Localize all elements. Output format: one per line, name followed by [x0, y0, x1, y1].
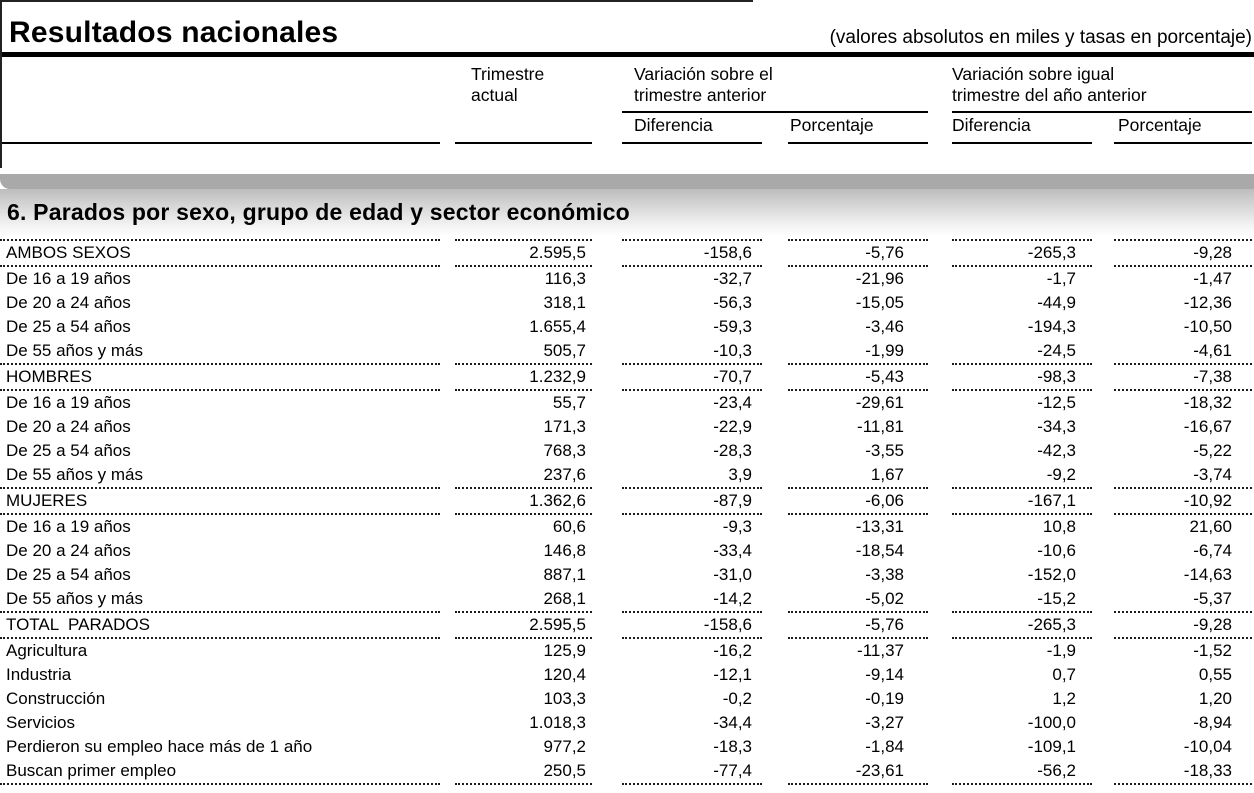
column-gap: [592, 539, 622, 563]
row-value-pct-prev-year: -7,38: [1114, 365, 1252, 391]
row-value-diff-prev-year: -1,9: [1046, 641, 1076, 660]
column-gap: [592, 587, 622, 611]
column-gap: [1092, 563, 1114, 587]
row-label: Perdieron su empleo hace más de 1 año: [6, 737, 313, 756]
page-title: Resultados nacionales: [9, 16, 339, 49]
column-header-subrow: [0, 113, 1254, 144]
row-value-diff-prev-quarter: 3,9: [622, 463, 762, 489]
column-gap: [762, 315, 788, 339]
column-gap: [928, 639, 952, 663]
row-label: Construcción: [6, 689, 106, 708]
table-row: [0, 239, 1254, 267]
row-label: TOTAL PARADOS: [0, 613, 440, 639]
row-value-current-quarter: 103,3: [543, 689, 586, 708]
column-gap: [1092, 639, 1114, 663]
row-value-pct-prev-quarter: -9,14: [865, 665, 904, 684]
column-gap: [592, 267, 622, 291]
column-gap: [440, 687, 455, 711]
column-gap: [762, 489, 788, 513]
row-label: De 25 a 54 años: [6, 441, 131, 460]
column-gap: [592, 663, 622, 687]
col-header-variation-prev-year: trimestre del año anterior: [952, 85, 1252, 113]
row-value-pct-prev-year: -18,32: [1183, 393, 1232, 412]
row-label: De 55 años y más: [0, 339, 440, 365]
row-value-pct-prev-year: -5,22: [1193, 441, 1232, 460]
row-value-pct-prev-year: -9,28: [1114, 239, 1252, 267]
row-value-current-quarter: 2.595,5: [455, 239, 592, 267]
column-gap: [440, 539, 455, 563]
title-row: [0, 0, 1254, 52]
row-label: De 16 a 19 años: [6, 393, 131, 412]
row-value-diff-prev-year: -152,0: [1027, 565, 1076, 584]
row-value-pct-prev-quarter: -29,61: [855, 393, 904, 412]
table-row: [0, 391, 1254, 415]
col-header-pct-prev-year: Porcentaje: [1114, 113, 1252, 144]
column-gap: [928, 687, 952, 711]
row-label: De 20 a 24 años: [6, 541, 131, 560]
column-gap: [1092, 759, 1114, 783]
row-value-diff-prev-year: -1,7: [1046, 269, 1076, 288]
row-value-diff-prev-quarter: -158,6: [622, 613, 762, 639]
row-value-diff-prev-year: -167,1: [952, 489, 1092, 515]
column-gap: [928, 291, 952, 315]
col-header-diff-prev-year: Diferencia: [952, 113, 1092, 144]
column-gap: [592, 439, 622, 463]
row-label: De 20 a 24 años: [6, 293, 131, 312]
row-value-diff-prev-quarter: -32,7: [713, 269, 752, 288]
table-row: [0, 291, 1254, 315]
row-value-pct-prev-year: -14,63: [1183, 565, 1232, 584]
column-gap: [1092, 587, 1114, 611]
column-gap: [762, 391, 788, 415]
table-row: [0, 315, 1254, 339]
row-value-pct-prev-year: -1,47: [1193, 269, 1232, 288]
row-label: AMBOS SEXOS: [0, 239, 440, 267]
row-value-diff-prev-year: -194,3: [1027, 317, 1076, 336]
column-header-line1: [0, 57, 1254, 85]
column-gap: [592, 613, 622, 637]
section-title: 6. Parados por sexo, grupo de edad y sector económico: [7, 199, 630, 225]
row-value-pct-prev-year: -18,33: [1114, 759, 1252, 785]
row-value-pct-prev-quarter: -5,43: [788, 365, 928, 391]
column-gap: [762, 563, 788, 587]
row-value-pct-prev-year: -3,74: [1114, 463, 1252, 489]
row-label: Servicios: [6, 713, 75, 732]
column-gap: [592, 759, 622, 783]
row-value-pct-prev-year: -4,61: [1114, 339, 1252, 365]
row-value-pct-prev-quarter: -18,54: [855, 541, 904, 560]
row-value-pct-prev-year: -9,28: [1114, 613, 1252, 639]
header-gap: [0, 144, 1254, 174]
row-value-diff-prev-year: -98,3: [952, 365, 1092, 391]
row-value-diff-prev-quarter: -9,3: [722, 517, 752, 536]
row-value-diff-prev-quarter: -77,4: [622, 759, 762, 785]
row-value-diff-prev-quarter: -10,3: [622, 339, 762, 365]
row-value-current-quarter: 977,2: [543, 737, 586, 756]
column-gap: [762, 735, 788, 759]
column-gap: [592, 391, 622, 415]
column-gap: [440, 463, 455, 487]
column-gap: [928, 415, 952, 439]
row-label: De 16 a 19 años: [6, 517, 131, 536]
column-gap: [928, 735, 952, 759]
row-value-diff-prev-quarter: -16,2: [713, 641, 752, 660]
column-gap: [928, 711, 952, 735]
col-header-variation-prev-year: Variación sobre igual: [952, 64, 1115, 84]
column-gap: [1092, 339, 1114, 363]
row-value-diff-prev-quarter: -12,1: [713, 665, 752, 684]
row-value-diff-prev-quarter: -33,4: [713, 541, 752, 560]
row-value-pct-prev-year: -10,92: [1114, 489, 1252, 515]
column-gap: [928, 587, 952, 611]
column-gap: [440, 759, 455, 783]
column-gap: [928, 239, 952, 263]
column-gap: [440, 639, 455, 663]
section-band: [0, 189, 1254, 236]
column-gap: [762, 439, 788, 463]
row-value-diff-prev-year: -34,3: [1037, 417, 1076, 436]
column-gap: [1092, 291, 1114, 315]
column-gap: [440, 515, 455, 539]
column-gap: [1092, 439, 1114, 463]
row-value-pct-prev-quarter: -21,96: [855, 269, 904, 288]
column-gap: [440, 663, 455, 687]
column-gap: [592, 735, 622, 759]
column-gap: [762, 515, 788, 539]
column-gap: [1092, 239, 1114, 263]
column-gap: [592, 315, 622, 339]
column-gap: [762, 267, 788, 291]
row-value-pct-prev-year: -10,04: [1183, 737, 1232, 756]
column-gap: [592, 463, 622, 487]
row-value-pct-prev-quarter: -5,02: [788, 587, 928, 613]
row-value-current-quarter: 1.362,6: [455, 489, 592, 515]
row-value-pct-prev-year: -12,36: [1183, 293, 1232, 312]
column-gap: [592, 711, 622, 735]
col-header-current-quarter: Trimestre: [471, 64, 545, 84]
row-label: De 20 a 24 años: [6, 417, 131, 436]
row-value-current-quarter: 55,7: [552, 393, 586, 412]
row-value-diff-prev-year: -12,5: [1037, 393, 1076, 412]
column-gap: [592, 515, 622, 539]
column-gap: [440, 415, 455, 439]
row-value-diff-prev-year: -24,5: [952, 339, 1092, 365]
column-gap: [762, 339, 788, 363]
row-value-pct-prev-quarter: -5,76: [788, 613, 928, 639]
row-value-diff-prev-year: -265,3: [952, 239, 1092, 267]
column-gap: [592, 291, 622, 315]
row-value-diff-prev-quarter: -0,2: [722, 689, 752, 708]
row-label-column-underline: [0, 113, 440, 144]
table-top-border: [0, 0, 753, 2]
column-gap: [1092, 415, 1114, 439]
row-value-pct-prev-quarter: -5,76: [788, 239, 928, 267]
column-gap: [440, 291, 455, 315]
column-gap: [1092, 391, 1114, 415]
column-gap: [1092, 687, 1114, 711]
column-gap: [1092, 711, 1114, 735]
row-value-pct-prev-year: 0,55: [1198, 665, 1232, 684]
report-header: [0, 0, 1254, 174]
section-separator-bar: [0, 174, 1254, 189]
table-row: [0, 687, 1254, 711]
column-gap: [1092, 539, 1114, 563]
table-row: [0, 563, 1254, 587]
column-gap: [1092, 365, 1114, 389]
row-value-diff-prev-year: 0,7: [1052, 665, 1076, 684]
col-header-variation-prev-quarter: trimestre anterior: [622, 85, 928, 113]
column-gap: [928, 391, 952, 415]
column-gap: [440, 587, 455, 611]
row-value-diff-prev-quarter: -28,3: [713, 441, 752, 460]
column-gap: [762, 587, 788, 611]
row-value-pct-prev-quarter: -3,38: [865, 565, 904, 584]
column-gap: [1092, 463, 1114, 487]
current-quarter-column-underline: [455, 113, 592, 144]
row-value-diff-prev-quarter: -23,4: [713, 393, 752, 412]
row-value-diff-prev-year: -15,2: [952, 587, 1092, 613]
row-value-diff-prev-quarter: -22,9: [713, 417, 752, 436]
row-value-diff-prev-year: -109,1: [1027, 737, 1076, 756]
table-row: [0, 663, 1254, 687]
row-value-diff-prev-year: -100,0: [1027, 713, 1076, 732]
row-value-pct-prev-quarter: -23,61: [788, 759, 928, 785]
column-gap: [440, 239, 455, 263]
row-value-pct-prev-year: -16,67: [1183, 417, 1232, 436]
row-value-current-quarter: 116,3: [544, 269, 586, 288]
row-value-diff-prev-year: -56,2: [952, 759, 1092, 785]
row-value-pct-prev-quarter: -0,19: [865, 689, 904, 708]
column-gap: [928, 515, 952, 539]
row-value-current-quarter: 60,6: [552, 517, 586, 536]
table-row: [0, 735, 1254, 759]
column-gap: [928, 663, 952, 687]
row-value-current-quarter: 125,9: [543, 641, 586, 660]
table-row: [0, 587, 1254, 613]
row-value-diff-prev-quarter: -34,4: [713, 713, 752, 732]
column-gap: [762, 415, 788, 439]
table-row: [0, 439, 1254, 463]
column-gap: [592, 489, 622, 513]
column-gap: [928, 463, 952, 487]
row-label: De 55 años y más: [0, 463, 440, 489]
column-gap: [762, 463, 788, 487]
row-value-current-quarter: 1.232,9: [455, 365, 592, 391]
table-row: [0, 613, 1254, 639]
row-value-current-quarter: 887,1: [543, 565, 586, 584]
column-gap: [440, 563, 455, 587]
column-gap: [592, 415, 622, 439]
column-gap: [1092, 663, 1114, 687]
column-gap: [440, 391, 455, 415]
column-gap: [440, 339, 455, 363]
column-gap: [762, 711, 788, 735]
column-gap: [762, 687, 788, 711]
table-row: [0, 711, 1254, 735]
column-gap: [592, 639, 622, 663]
table-row: [0, 759, 1254, 785]
column-gap: [1092, 315, 1114, 339]
row-value-current-quarter: 505,7: [455, 339, 592, 365]
column-gap: [1092, 735, 1114, 759]
row-label: Agricultura: [6, 641, 88, 660]
column-gap: [440, 439, 455, 463]
row-value-pct-prev-year: -5,37: [1114, 587, 1252, 613]
row-label: De 25 a 54 años: [6, 565, 131, 584]
units-note: (valores absolutos en miles y tasas en porcentaje): [829, 27, 1252, 48]
row-value-diff-prev-year: -265,3: [952, 613, 1092, 639]
row-value-diff-prev-quarter: -59,3: [713, 317, 752, 336]
column-header-line2: [0, 85, 1254, 113]
column-gap: [592, 365, 622, 389]
column-gap: [592, 239, 622, 263]
col-header-variation-prev-quarter: Variación sobre el: [634, 64, 773, 84]
row-value-pct-prev-quarter: -11,81: [857, 417, 904, 436]
column-gap: [928, 365, 952, 389]
row-value-diff-prev-year: 10,8: [1042, 517, 1076, 536]
column-gap: [762, 663, 788, 687]
row-value-pct-prev-quarter: 1,67: [788, 463, 928, 489]
row-value-diff-prev-quarter: -56,3: [713, 293, 752, 312]
row-value-diff-prev-year: -44,9: [1037, 293, 1076, 312]
table-row: [0, 339, 1254, 365]
row-value-current-quarter: 146,8: [543, 541, 586, 560]
row-value-current-quarter: 768,3: [543, 441, 586, 460]
row-value-pct-prev-quarter: -3,46: [865, 317, 904, 336]
table-row: [0, 415, 1254, 439]
column-gap: [440, 489, 455, 513]
column-gap: [928, 563, 952, 587]
column-gap: [928, 339, 952, 363]
column-gap: [762, 759, 788, 783]
column-gap: [440, 711, 455, 735]
col-header-diff-prev-quarter: Diferencia: [622, 113, 762, 144]
row-value-current-quarter: 2.595,5: [455, 613, 592, 639]
row-value-pct-prev-year: 1,20: [1198, 689, 1232, 708]
row-value-pct-prev-quarter: -3,27: [865, 713, 904, 732]
row-value-diff-prev-quarter: -70,7: [622, 365, 762, 391]
row-value-pct-prev-quarter: -15,05: [855, 293, 904, 312]
table-row: [0, 489, 1254, 515]
column-gap: [762, 539, 788, 563]
column-gap: [928, 613, 952, 637]
row-value-diff-prev-quarter: -31,0: [713, 565, 752, 584]
column-gap: [440, 315, 455, 339]
row-value-diff-prev-year: -42,3: [1037, 441, 1076, 460]
table-body: [0, 239, 1254, 785]
row-value-pct-prev-quarter: -1,84: [865, 737, 904, 756]
column-gap: [928, 267, 952, 291]
column-gap: [762, 639, 788, 663]
column-gap: [1092, 267, 1114, 291]
row-label: HOMBRES: [0, 365, 440, 391]
col-header-pct-prev-quarter: Porcentaje: [788, 113, 928, 144]
column-gap: [1092, 613, 1114, 637]
row-value-current-quarter: 268,1: [455, 587, 592, 613]
row-value-current-quarter: 1.018,3: [529, 713, 586, 732]
row-value-current-quarter: 1.655,4: [529, 317, 586, 336]
column-gap: [592, 339, 622, 363]
column-gap: [928, 439, 952, 463]
column-gap: [592, 687, 622, 711]
row-label: MUJERES: [0, 489, 440, 515]
row-value-current-quarter: 318,1: [543, 293, 586, 312]
row-value-diff-prev-quarter: -14,2: [622, 587, 762, 613]
column-gap: [762, 239, 788, 263]
row-value-pct-prev-year: -6,74: [1193, 541, 1232, 560]
column-gap: [440, 735, 455, 759]
row-value-diff-prev-year: -9,2: [952, 463, 1092, 489]
column-gap: [440, 267, 455, 291]
row-label: De 25 a 54 años: [6, 317, 131, 336]
column-gap: [592, 563, 622, 587]
row-value-diff-prev-quarter: -158,6: [622, 239, 762, 267]
row-value-diff-prev-quarter: -87,9: [622, 489, 762, 515]
table-row: [0, 639, 1254, 663]
table-row: [0, 515, 1254, 539]
row-value-current-quarter: 250,5: [455, 759, 592, 785]
row-value-current-quarter: 237,6: [455, 463, 592, 489]
row-value-pct-prev-year: 21,60: [1189, 517, 1232, 536]
column-gap: [928, 539, 952, 563]
row-value-pct-prev-year: -1,52: [1193, 641, 1232, 660]
col-header-current-quarter: actual: [471, 85, 518, 105]
table-row: [0, 267, 1254, 291]
row-label: Buscan primer empleo: [0, 759, 440, 785]
row-value-pct-prev-quarter: -13,31: [855, 517, 904, 536]
table-row: [0, 463, 1254, 489]
row-value-pct-prev-year: -8,94: [1193, 713, 1232, 732]
row-value-pct-prev-quarter: -6,06: [788, 489, 928, 515]
row-value-diff-prev-year: 1,2: [1052, 689, 1076, 708]
column-gap: [762, 613, 788, 637]
row-label: De 16 a 19 años: [6, 269, 131, 288]
column-gap: [928, 315, 952, 339]
column-gap: [762, 291, 788, 315]
row-value-diff-prev-year: -10,6: [1037, 541, 1076, 560]
row-value-pct-prev-quarter: -11,37: [857, 641, 904, 660]
row-label: De 55 años y más: [0, 587, 440, 613]
row-value-diff-prev-quarter: -18,3: [713, 737, 752, 756]
column-gap: [762, 365, 788, 389]
column-gap: [928, 489, 952, 513]
table-row: [0, 365, 1254, 391]
column-gap: [1092, 489, 1114, 513]
column-gap: [440, 613, 455, 637]
row-label: Industria: [6, 665, 72, 684]
table-row: [0, 539, 1254, 563]
table-left-border: [0, 0, 2, 168]
row-value-pct-prev-quarter: -3,55: [865, 441, 904, 460]
row-value-current-quarter: 171,3: [543, 417, 586, 436]
row-value-current-quarter: 120,4: [543, 665, 586, 684]
column-gap: [1092, 515, 1114, 539]
column-gap: [440, 365, 455, 389]
row-value-pct-prev-quarter: -1,99: [788, 339, 928, 365]
column-gap: [928, 759, 952, 783]
row-value-pct-prev-year: -10,50: [1183, 317, 1232, 336]
